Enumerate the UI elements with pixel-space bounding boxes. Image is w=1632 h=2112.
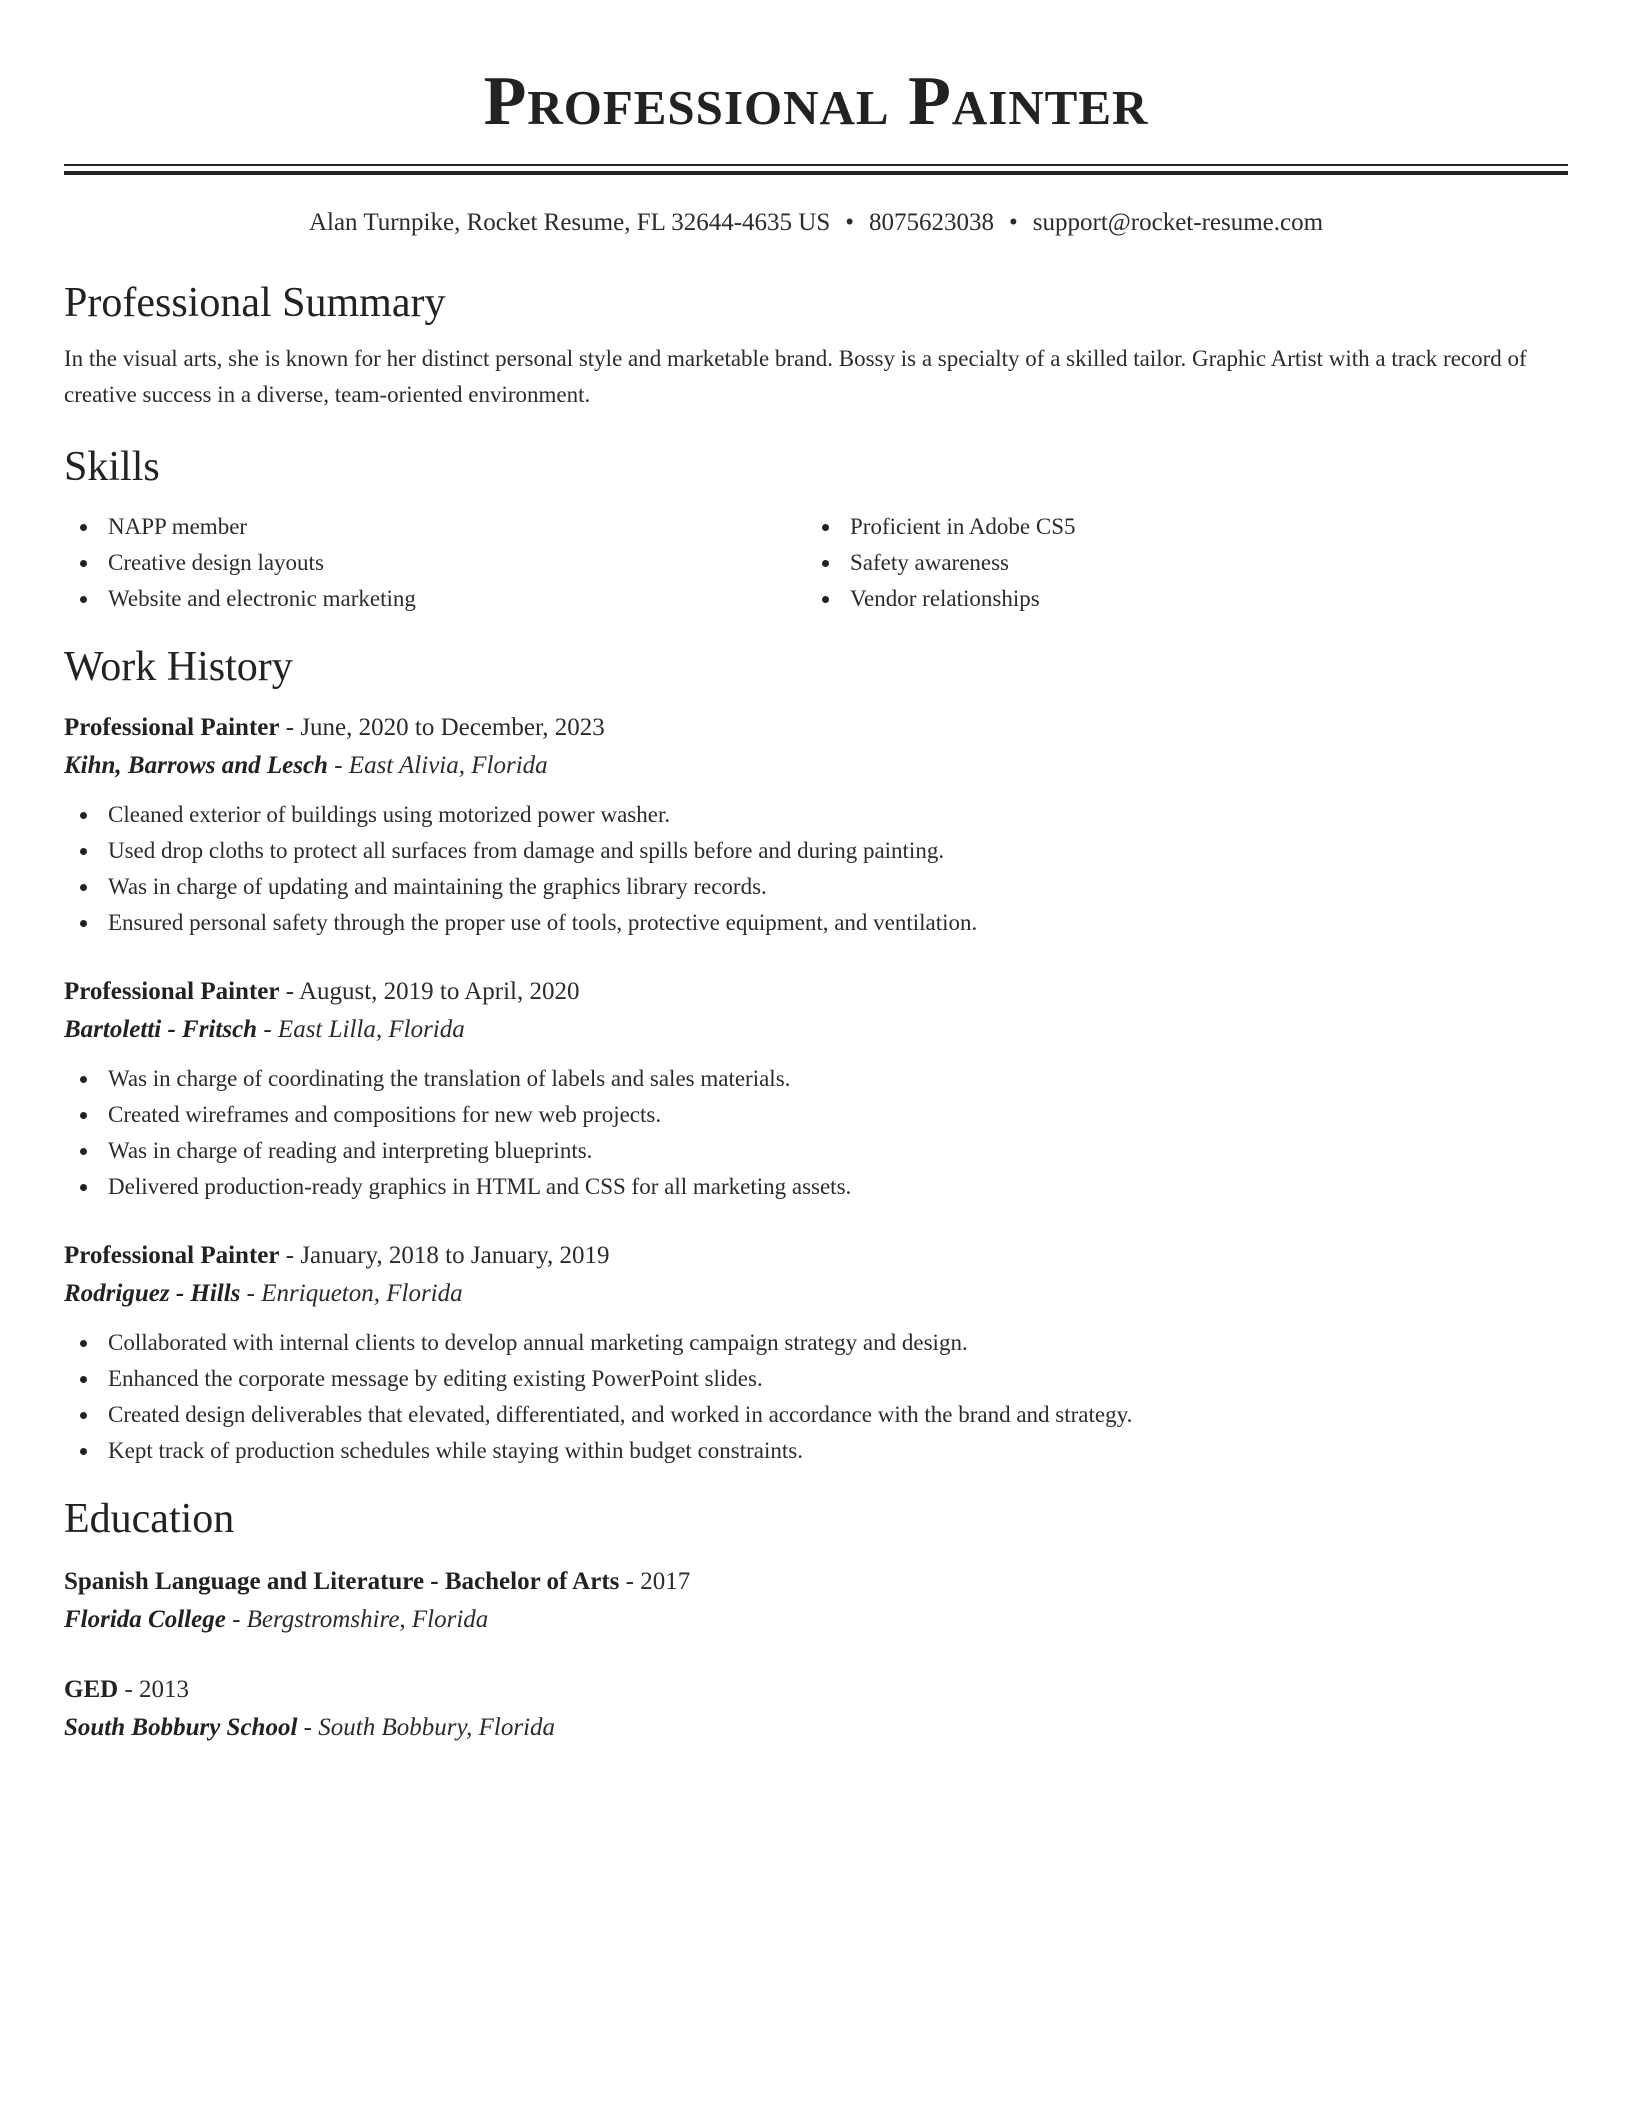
summary-text: In the visual arts, she is known for her distinct personal style and marketable brand. Bossy is a specialty of a skilled tailor. Graphic Artist with a track record of creative success in a diverse, team-oriented environment. <box>64 346 1527 407</box>
job-company-line: Kihn, Barrows and Lesch - East Alivia, Florida <box>64 752 548 779</box>
summary-section-title: Professional Summary <box>64 280 446 326</box>
skills-list-right <box>806 509 1548 617</box>
job-dates: August, 2019 to April, 2020 <box>298 978 580 1005</box>
job-duty-item: Created wireframes and compositions for new web projects. <box>64 1097 1568 1133</box>
skills-column-right <box>806 509 1548 617</box>
skill-item: Creative design layouts <box>64 545 806 581</box>
job-duties-list <box>64 1061 1568 1205</box>
job-company-line: Bartoletti - Fritsch - East Lilla, Florida <box>64 1016 465 1043</box>
education-location: Bergstromshire, Florida <box>246 1606 489 1633</box>
job-duty-item: Collaborated with internal clients to develop annual marketing campaign strategy and design. <box>64 1325 1568 1361</box>
job-role: Professional Painter <box>64 1242 280 1269</box>
education-entry <box>64 1563 1568 1639</box>
contact-separator: • <box>1009 209 1018 236</box>
job-duty-item: Delivered production-ready graphics in HTML and CSS for all marketing assets. <box>64 1169 1568 1205</box>
job-company-line: Rodriguez - Hills - Enriqueton, Florida <box>64 1280 463 1307</box>
education-section-title: Education <box>64 1496 235 1542</box>
job-location: Enriqueton, Florida <box>261 1280 463 1307</box>
job-entry <box>64 709 1568 941</box>
header-double-rule <box>64 164 1568 175</box>
job-dates: June, 2020 to December, 2023 <box>300 714 605 741</box>
job-duty-item: Ensured personal safety through the proper use of tools, protective equipment, and ventilation. <box>64 905 1568 941</box>
education-location: South Bobbury, Florida <box>318 1714 556 1741</box>
skills-grid <box>64 509 1568 617</box>
job-dates: January, 2018 to January, 2019 <box>300 1242 610 1269</box>
education-year: 2013 <box>139 1676 190 1703</box>
job-title-line: Professional Painter - January, 2018 to January, 2019 <box>64 1242 610 1269</box>
skill-item: Safety awareness <box>806 545 1548 581</box>
contact-line <box>64 207 1568 239</box>
job-company: Kihn, Barrows and Lesch <box>64 752 328 779</box>
job-duty-item: Enhanced the corporate message by editing existing PowerPoint slides. <box>64 1361 1568 1397</box>
skills-section-title: Skills <box>64 444 160 490</box>
resume-name-heading: Professional Painter <box>483 63 1149 140</box>
job-duties-list <box>64 797 1568 941</box>
job-location: East Lilla, Florida <box>277 1016 465 1043</box>
job-duty-item: Kept track of production schedules while staying within budget constraints. <box>64 1433 1568 1469</box>
education-school: South Bobbury School <box>64 1714 298 1741</box>
education-degree-line: Spanish Language and Literature - Bachelor of Arts - 2017 <box>64 1568 691 1595</box>
skill-item: Proficient in Adobe CS5 <box>806 509 1548 545</box>
resume-page <box>64 0 1568 1747</box>
skill-item: NAPP member <box>64 509 806 545</box>
education-degree: Spanish Language and Literature - Bachelor of Arts <box>64 1568 620 1595</box>
job-duty-item: Was in charge of updating and maintaining the graphics library records. <box>64 869 1568 905</box>
contact-phone: 8075623038 <box>869 209 994 236</box>
skills-list-left <box>64 509 806 617</box>
job-title-line: Professional Painter - June, 2020 to December, 2023 <box>64 714 605 741</box>
education-school: Florida College <box>64 1606 226 1633</box>
contact-separator: • <box>845 209 854 236</box>
education-school-line: Florida College - Bergstromshire, Florida <box>64 1606 489 1633</box>
job-duty-item: Was in charge of reading and interpreting blueprints. <box>64 1133 1568 1169</box>
job-location: East Alivia, Florida <box>348 752 548 779</box>
contact-email: support@rocket-resume.com <box>1032 209 1324 236</box>
skills-column-left <box>64 509 806 617</box>
job-duty-item: Was in charge of coordinating the translation of labels and sales materials. <box>64 1061 1568 1097</box>
education-degree: GED <box>64 1676 119 1703</box>
job-duties-list <box>64 1325 1568 1469</box>
job-entry <box>64 1237 1568 1469</box>
job-title-line: Professional Painter - August, 2019 to April, 2020 <box>64 978 580 1005</box>
skill-item: Website and electronic marketing <box>64 581 806 617</box>
contact-address: Alan Turnpike, Rocket Resume, FL 32644-4635 US <box>308 209 831 236</box>
job-entry <box>64 973 1568 1205</box>
job-company: Rodriguez - Hills <box>64 1280 241 1307</box>
job-company: Bartoletti - Fritsch <box>64 1016 258 1043</box>
education-school-line: South Bobbury School - South Bobbury, Florida <box>64 1714 556 1741</box>
education-degree-line: GED - 2013 <box>64 1676 190 1703</box>
job-duty-item: Created design deliverables that elevated, differentiated, and worked in accordance with the brand and strategy. <box>64 1397 1568 1433</box>
education-entry <box>64 1671 1568 1747</box>
job-role: Professional Painter <box>64 978 280 1005</box>
skill-item: Vendor relationships <box>806 581 1548 617</box>
education-year: 2017 <box>640 1568 691 1595</box>
job-role: Professional Painter <box>64 714 280 741</box>
job-duty-item: Used drop cloths to protect all surfaces from damage and spills before and during painting. <box>64 833 1568 869</box>
job-duty-item: Cleaned exterior of buildings using motorized power washer. <box>64 797 1568 833</box>
work-history-section-title: Work History <box>64 644 293 690</box>
